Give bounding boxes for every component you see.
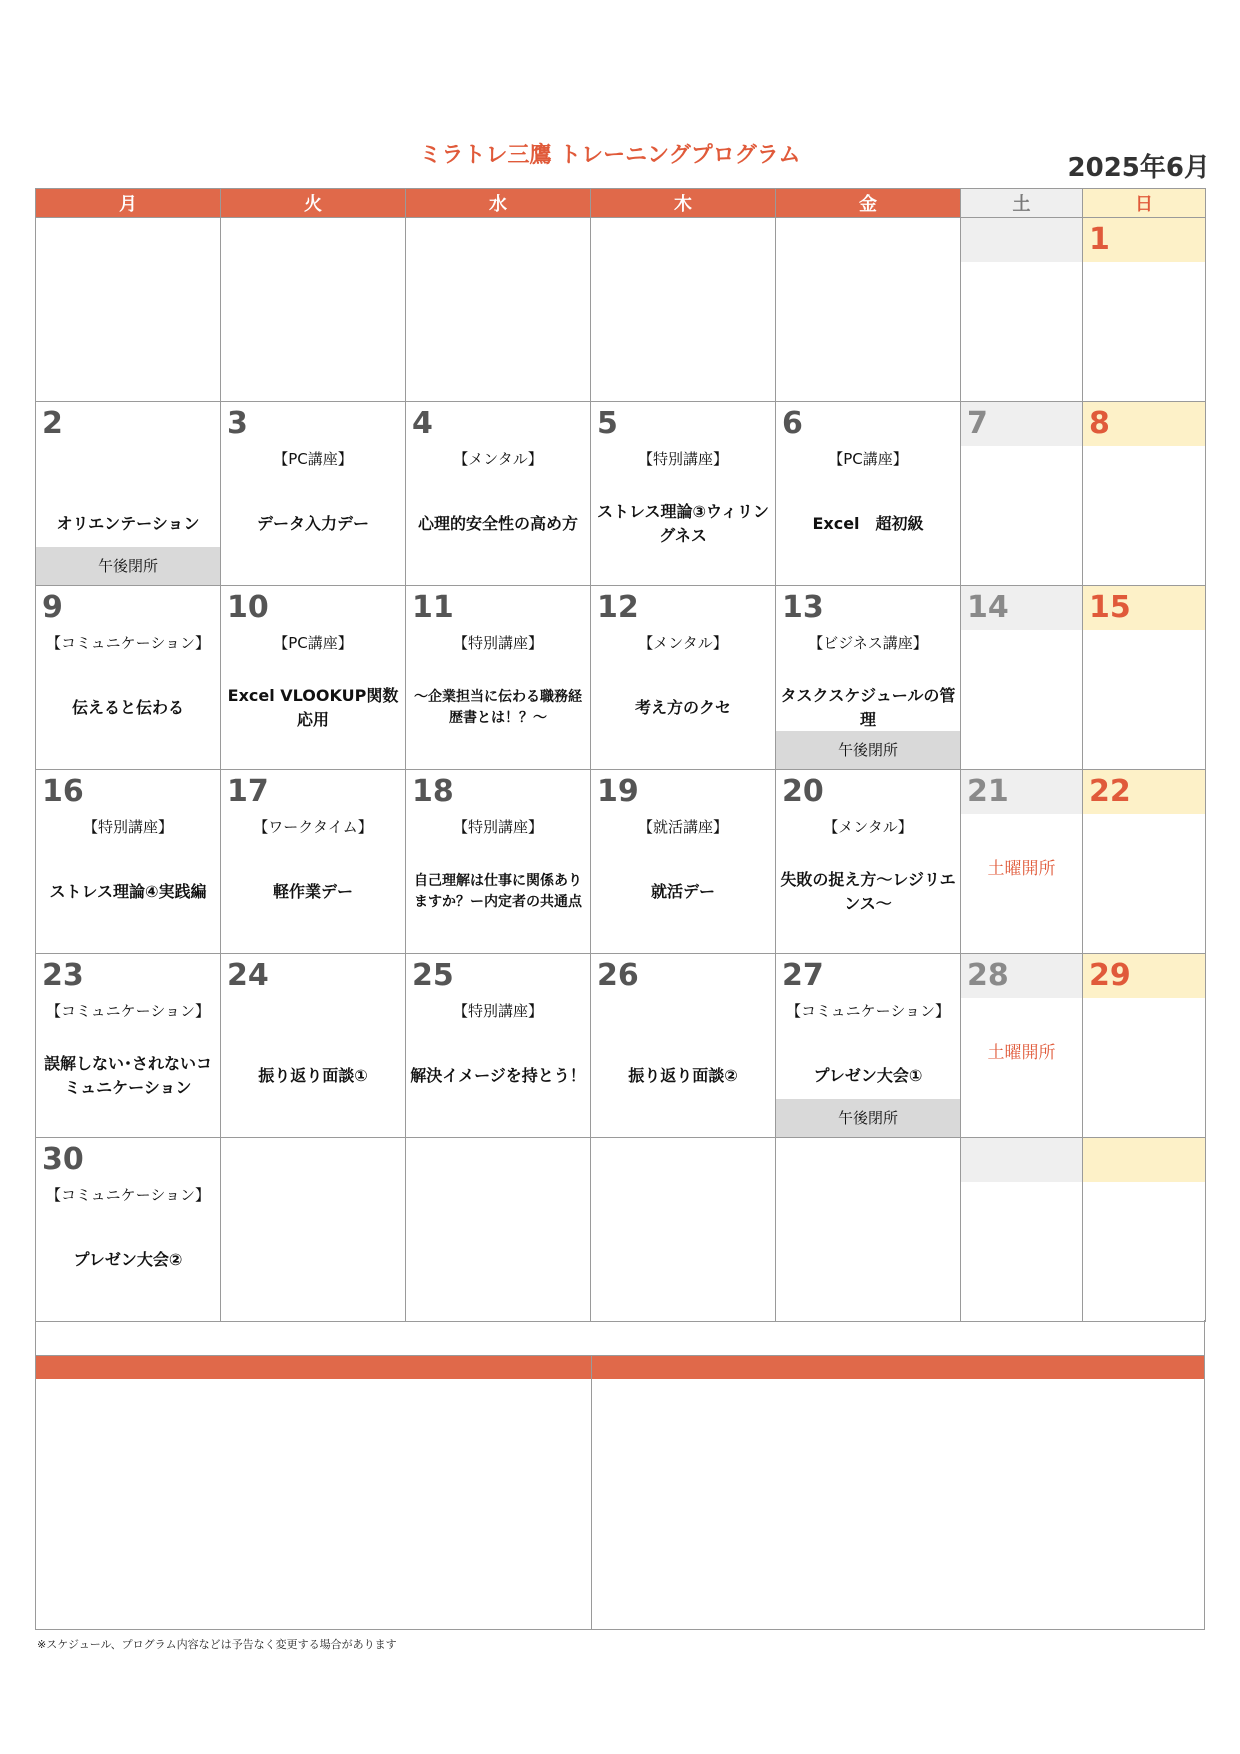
day-cell-thu xyxy=(591,1138,776,1322)
program-category: 【特別講座】 xyxy=(452,818,543,836)
day-number xyxy=(1083,1138,1205,1182)
day-number: 24 xyxy=(227,958,269,993)
day-cell-fri xyxy=(776,770,961,954)
program-title: 失敗の捉え方～レジリエンス～ xyxy=(780,870,956,913)
day-cell-tue xyxy=(221,218,406,402)
day-cell-sun xyxy=(1083,402,1206,586)
day-cell-mon xyxy=(36,954,221,1138)
program-title: ストレス理論④実践編 xyxy=(49,882,207,901)
day-cell-fri xyxy=(776,218,961,402)
program-title: ～企業担当に伝わる職務経歴書とは！？～ xyxy=(414,689,582,726)
month-label: 2025年6月 xyxy=(1067,153,1210,183)
day-cell-sun xyxy=(1083,770,1206,954)
day-number: 3 xyxy=(227,406,248,441)
program-category: 【PC講座】 xyxy=(828,450,908,468)
day-number: 20 xyxy=(782,774,824,809)
day-cell-sun xyxy=(1083,586,1206,770)
day-number: 21 xyxy=(961,770,1082,814)
program-category: 【特別講座】 xyxy=(82,818,173,836)
day-cell-tue xyxy=(221,586,406,770)
program-category: 【特別講座】 xyxy=(452,634,543,652)
program-title: 就活デー xyxy=(650,882,715,901)
day-number: 17 xyxy=(227,774,269,809)
notes-left-header xyxy=(36,1356,591,1379)
program-category: 【PC講座】 xyxy=(273,634,353,652)
day-number: 16 xyxy=(42,774,84,809)
program-title: 振り返り面談① xyxy=(258,1066,368,1085)
program-title: オリエンテーション xyxy=(56,514,200,533)
day-number: 11 xyxy=(412,590,454,625)
afternoon-closed-badge: 午後閉所 xyxy=(776,1099,960,1137)
program-category xyxy=(221,1000,405,1022)
day-cell-wed xyxy=(406,1138,591,1322)
program-category xyxy=(36,448,220,470)
weekday-header-wed: 水 xyxy=(406,189,591,218)
day-number: 15 xyxy=(1083,586,1205,630)
program-title: 振り返り面談② xyxy=(628,1066,738,1085)
weekday-header-sun: 日 xyxy=(1083,189,1206,218)
program-category: 【特別講座】 xyxy=(637,450,728,468)
day-number: 28 xyxy=(961,954,1082,998)
program-title: 心理的安全性の高め方 xyxy=(417,514,578,533)
day-number: 13 xyxy=(782,590,824,625)
weekday-header-sat: 土 xyxy=(961,189,1083,218)
program-category: 【就活講座】 xyxy=(637,818,728,836)
program-category: 【ワークタイム】 xyxy=(253,818,373,836)
program-title: 解決イメージを持とう！ xyxy=(410,1066,586,1085)
notes-right-column xyxy=(592,1356,1204,1629)
program-title: 誤解しない･されないコミュニケーション xyxy=(43,1054,212,1097)
day-number: 19 xyxy=(597,774,639,809)
day-cell-sun xyxy=(1083,954,1206,1138)
day-number: 18 xyxy=(412,774,454,809)
day-cell-tue xyxy=(221,402,406,586)
spacer-row xyxy=(35,1320,1205,1356)
day-cell-wed xyxy=(406,402,591,586)
footnote: ※スケジュール、プログラム内容などは予告なく変更する場合があります xyxy=(37,1638,397,1651)
program-title: 軽作業デー xyxy=(272,882,353,901)
day-number: 10 xyxy=(227,590,269,625)
weekday-header-fri: 金 xyxy=(776,189,961,218)
notes-area xyxy=(35,1355,1205,1630)
day-cell-wed xyxy=(406,770,591,954)
day-cell-fri xyxy=(776,586,961,770)
saturday-open-label: 土曜開所 xyxy=(987,1043,1056,1063)
calendar-title: ミラトレ三鷹 トレーニングプログラム xyxy=(419,143,801,168)
day-cell-mon xyxy=(36,1138,221,1322)
program-category: 【特別講座】 xyxy=(452,1002,543,1020)
day-number: 25 xyxy=(412,958,454,993)
day-number: 30 xyxy=(42,1142,84,1177)
afternoon-closed-badge: 午後閉所 xyxy=(776,731,960,769)
day-cell-sat xyxy=(961,402,1083,586)
notes-left-column xyxy=(36,1356,592,1629)
program-category: 【コミュニケーション】 xyxy=(45,1002,211,1020)
program-category: 【ビジネス講座】 xyxy=(808,634,928,652)
day-cell-sat xyxy=(961,954,1083,1138)
day-cell-mon xyxy=(36,770,221,954)
day-number: 4 xyxy=(412,406,433,441)
day-cell-thu xyxy=(591,402,776,586)
day-cell-wed xyxy=(406,218,591,402)
day-number: 29 xyxy=(1083,954,1205,998)
day-cell-wed xyxy=(406,954,591,1138)
day-cell-mon xyxy=(36,218,221,402)
day-cell-sun xyxy=(1083,1138,1206,1322)
calendar-grid xyxy=(35,188,1206,1322)
program-title: ストレス理論③ウィリングネス xyxy=(596,502,770,545)
day-number xyxy=(961,1138,1082,1182)
weekday-header-thu: 木 xyxy=(591,189,776,218)
day-cell-tue xyxy=(221,1138,406,1322)
day-number: 9 xyxy=(42,590,63,625)
day-cell-sat xyxy=(961,586,1083,770)
day-cell-wed xyxy=(406,586,591,770)
program-title: 考え方のクセ xyxy=(634,698,731,717)
day-number: 12 xyxy=(597,590,639,625)
program-category: 【メンタル】 xyxy=(823,818,913,836)
week-row xyxy=(36,1138,1206,1322)
day-number xyxy=(961,218,1082,262)
day-cell-thu xyxy=(591,586,776,770)
day-number: 1 xyxy=(1083,218,1205,262)
week-row xyxy=(36,586,1206,770)
program-category: 【PC講座】 xyxy=(273,450,353,468)
day-cell-sat xyxy=(961,218,1083,402)
day-number: 2 xyxy=(42,406,63,441)
weekday-header-mon: 月 xyxy=(36,189,221,218)
program-category xyxy=(591,1000,775,1022)
program-title: タスクスケジュールの管理 xyxy=(780,686,956,729)
program-category: 【メンタル】 xyxy=(638,634,728,652)
day-cell-tue xyxy=(221,954,406,1138)
program-title: プレゼン大会① xyxy=(813,1066,923,1085)
day-cell-mon xyxy=(36,402,221,586)
day-number: 7 xyxy=(961,402,1082,446)
day-number: 22 xyxy=(1083,770,1205,814)
day-number: 6 xyxy=(782,406,803,441)
program-category: 【コミュニケーション】 xyxy=(45,1186,211,1204)
day-cell-fri xyxy=(776,402,961,586)
calendar-body xyxy=(36,218,1206,1322)
day-number: 14 xyxy=(961,586,1082,630)
week-row xyxy=(36,218,1206,402)
day-cell-mon xyxy=(36,586,221,770)
day-number: 23 xyxy=(42,958,84,993)
weekday-header-row xyxy=(36,189,1206,218)
notes-right-header xyxy=(592,1356,1204,1379)
day-cell-thu xyxy=(591,954,776,1138)
day-cell-fri xyxy=(776,954,961,1138)
program-title: プレゼン大会② xyxy=(73,1250,183,1269)
program-title: Excel 超初級 xyxy=(812,514,924,533)
day-number: 27 xyxy=(782,958,824,993)
day-cell-sat xyxy=(961,770,1083,954)
afternoon-closed-badge: 午後閉所 xyxy=(36,547,220,585)
program-category: 【コミュニケーション】 xyxy=(785,1002,951,1020)
week-row xyxy=(36,770,1206,954)
saturday-open-label: 土曜開所 xyxy=(987,859,1056,879)
day-cell-sun xyxy=(1083,218,1206,402)
program-category: 【コミュニケーション】 xyxy=(45,634,211,652)
day-cell-thu xyxy=(591,770,776,954)
program-title: Excel VLOOKUP関数応用 xyxy=(227,686,399,729)
program-title: 伝えると伝わる xyxy=(71,698,184,717)
program-title: 自己理解は仕事に関係ありますか？ー内定者の共通点 xyxy=(414,873,582,910)
day-cell-tue xyxy=(221,770,406,954)
week-row xyxy=(36,954,1206,1138)
day-number: 8 xyxy=(1083,402,1205,446)
weekday-header-tue: 火 xyxy=(221,189,406,218)
day-cell-thu xyxy=(591,218,776,402)
program-category: 【メンタル】 xyxy=(453,450,543,468)
day-cell-fri xyxy=(776,1138,961,1322)
day-number: 5 xyxy=(597,406,618,441)
week-row xyxy=(36,402,1206,586)
program-title: データ入力デー xyxy=(256,514,369,533)
day-cell-sat xyxy=(961,1138,1083,1322)
day-number: 26 xyxy=(597,958,639,993)
